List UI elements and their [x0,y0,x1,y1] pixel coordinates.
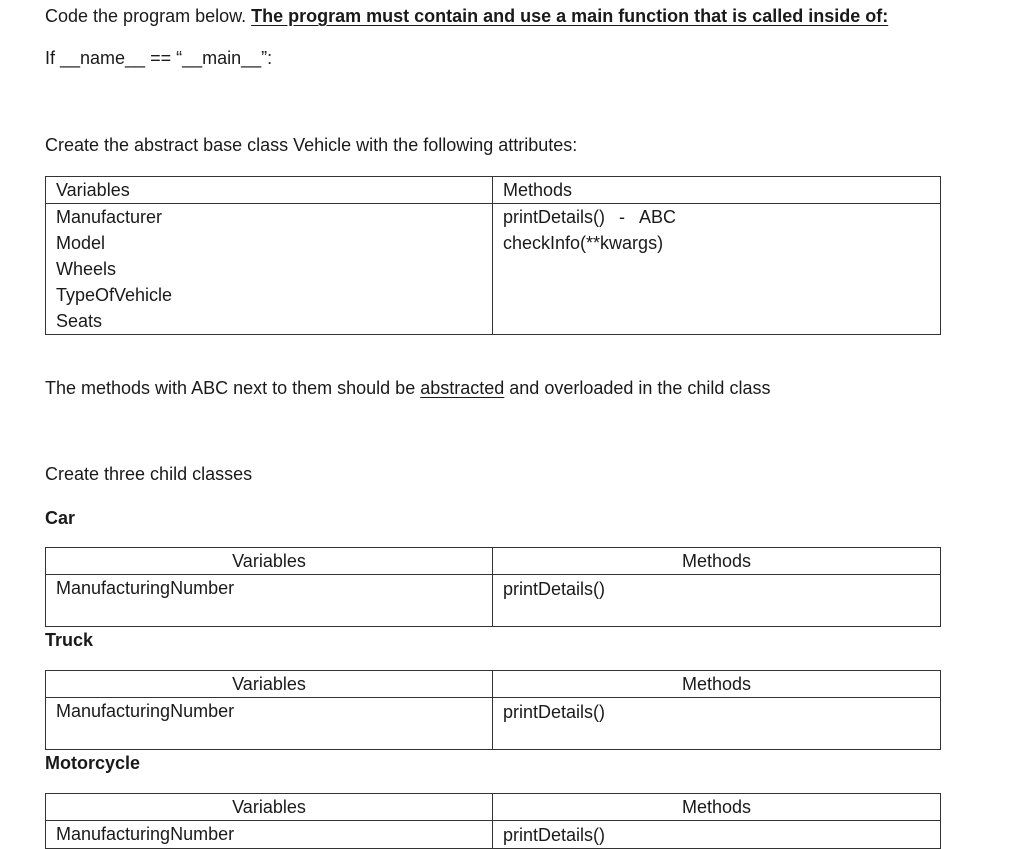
instruction-plain: Code the program below. [45,6,252,26]
motorcycle-table [45,793,941,849]
vehicle-table [45,176,941,335]
vehicle-header-methods: Methods [493,177,941,204]
truck-body-row [46,698,941,750]
truck-method: printDetails() [493,698,941,750]
instruction-line [45,6,888,27]
vehicle-methods-cell [493,204,941,335]
motorcycle-body-row [46,821,941,849]
abc-note-text-end: and overloaded in the child class [504,378,771,398]
vehicle-method-tag: ABC [639,207,677,227]
vehicle-variable: TypeOfVehicle [56,285,173,305]
vehicle-method-name: printDetails() [503,207,606,227]
main-guard-line: If __name__ == “__main__”: [45,48,273,68]
vehicle-method-row [503,204,930,230]
vehicle-table-body-row [46,204,941,335]
car-header-variables: Variables [46,548,493,575]
abc-note [45,378,770,399]
car-variable: ManufacturingNumber [46,575,493,627]
vehicle-description: Create the abstract base class Vehicle with the following attributes: [45,135,578,155]
abc-note-text: The methods with ABC next to them should be [45,378,421,398]
vehicle-variable: Manufacturer [56,207,163,227]
vehicle-method-name: checkInfo(**kwargs) [503,233,664,253]
vehicle-method-row [503,230,930,256]
vehicle-variable: Seats [56,311,103,331]
truck-variable: ManufacturingNumber [46,698,493,750]
car-body-row [46,575,941,627]
vehicle-variable: Model [56,233,106,253]
motorcycle-header-methods: Methods [493,794,941,821]
vehicle-variables-cell [46,204,493,335]
vehicle-variable: Wheels [56,259,117,279]
truck-header-methods: Methods [493,671,941,698]
motorcycle-heading: Motorcycle [45,753,141,773]
truck-heading: Truck [45,630,94,650]
motorcycle-variable: ManufacturingNumber [46,821,493,849]
car-table [45,547,941,627]
truck-table [45,670,941,750]
car-heading: Car [45,508,76,528]
abc-note-emphasis: abstracted [420,378,505,398]
car-header-row [46,548,941,575]
truck-header-variables: Variables [46,671,493,698]
vehicle-table-header-row [46,177,941,204]
motorcycle-header-row [46,794,941,821]
motorcycle-header-variables: Variables [46,794,493,821]
vehicle-method-separator: - [619,207,626,227]
instruction-bold: The program must contain and use a main function that is called inside of: [251,6,889,26]
vehicle-header-variables: Variables [46,177,493,204]
car-method: printDetails() [493,575,941,627]
children-intro: Create three child classes [45,464,253,484]
car-header-methods: Methods [493,548,941,575]
motorcycle-method: printDetails() [493,821,941,849]
truck-header-row [46,671,941,698]
